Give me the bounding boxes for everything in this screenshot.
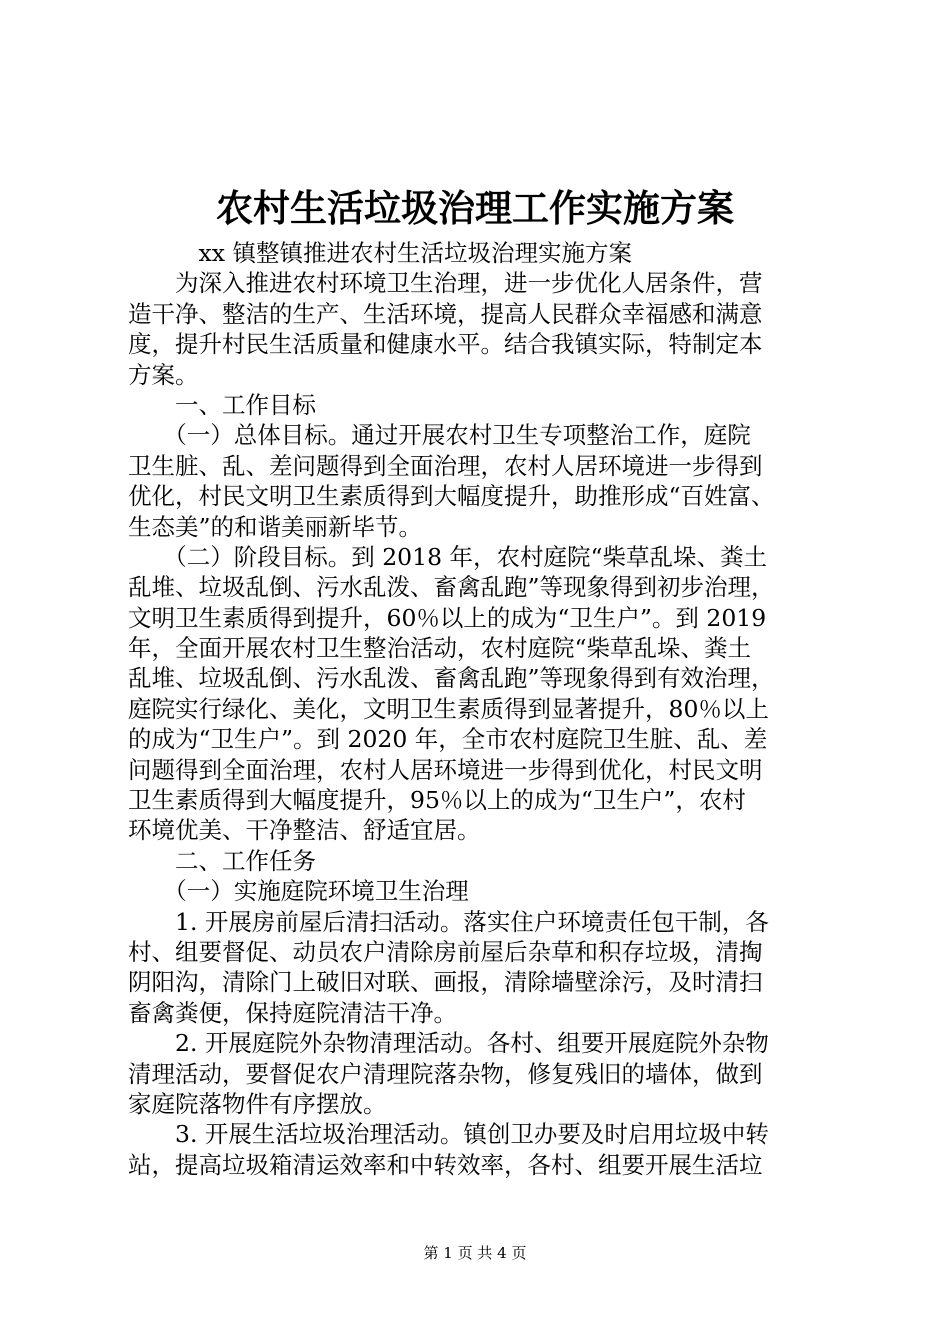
section-heading: 一、工作目标 bbox=[128, 390, 316, 419]
body-line: 卫生脏、乱、差问题得到全面治理，农村人居环境进一步得到 bbox=[128, 451, 763, 480]
body-line: （一）总体目标。通过开展农村卫生专项整治工作，庭院 bbox=[128, 421, 751, 450]
body-line: 阴阳沟，清除门上破旧对联、画报，清除墙壁涂污，及时清扫 bbox=[128, 968, 763, 997]
body-line: 2. 开展庭院外杂物清理活动。各村、组要开展庭院外杂物 bbox=[128, 1029, 769, 1058]
body-line: 度，提升村民生活质量和健康水平。结合我镇实际，特制定本 bbox=[128, 330, 763, 359]
body-line: 优化，村民文明卫生素质得到大幅度提升，助推形成“百姓富、 bbox=[128, 482, 775, 511]
body-line: （二）阶段目标。到 2018 年，农村庭院“柴草乱垛、粪土 bbox=[128, 542, 768, 571]
section-heading: 二、工作任务 bbox=[128, 846, 316, 875]
body-line: 环境优美、干净整洁、舒适宜居。 bbox=[128, 816, 481, 845]
body-line: 生态美”的和谐美丽新毕节。 bbox=[128, 512, 423, 541]
body-line: 家庭院落物件有序摆放。 bbox=[128, 1089, 387, 1118]
subsection-heading: （一）实施庭院环境卫生治理 bbox=[128, 877, 469, 906]
body-line: 畜禽粪便，保持庭院清洁干净。 bbox=[128, 998, 457, 1027]
body-line: 3. 开展生活垃圾治理活动。镇创卫办要及时启用垃圾中转 bbox=[128, 1120, 769, 1149]
body-line: 清理活动，要督促农户清理院落杂物，修复残旧的墙体，做到 bbox=[128, 1059, 763, 1088]
body-line: xx 镇整镇推进农村生活垃圾治理实施方案 bbox=[128, 239, 632, 267]
body-line: 的成为“卫生户”。到 2020 年，全市农村庭院卫生脏、乱、差 bbox=[128, 725, 768, 754]
body-line: 问题得到全面治理，农村人居环境进一步得到优化，村民文明 bbox=[128, 755, 763, 784]
body-line: 年，全面开展农村卫生整治活动，农村庭院“柴草乱垛、粪土 bbox=[128, 634, 752, 663]
body-line: 村、组要督促、动员农户清除房前屋后杂草和积存垃圾，清掏 bbox=[128, 937, 763, 966]
page-footer: 第 1 页 共 4 页 bbox=[423, 1244, 527, 1262]
body-line: 站，提高垃圾箱清运效率和中转效率，各村、组要开展生活垃 bbox=[128, 1150, 763, 1179]
body-line: 庭院实行绿化、美化，文明卫生素质得到显著提升，80％以上 bbox=[128, 694, 769, 723]
document-title: 农村生活垃圾治理工作实施方案 bbox=[216, 186, 734, 230]
body-line: 卫生素质得到大幅度提升，95％以上的成为“卫生户”，农村 bbox=[128, 786, 746, 815]
body-line: 1. 开展房前屋后清扫活动。落实住户环境责任包干制，各 bbox=[128, 907, 769, 936]
body-line: 造干净、整洁的生产、生活环境，提高人民群众幸福感和满意 bbox=[128, 299, 763, 328]
document-body bbox=[128, 238, 840, 1180]
body-line: 乱堆、垃圾乱倒、污水乱泼、畜禽乱跑”等现象得到有效治理， bbox=[128, 664, 775, 693]
body-line: 乱堆、垃圾乱倒、污水乱泼、畜禽乱跑”等现象得到初步治理， bbox=[128, 573, 775, 602]
body-line: 方案。 bbox=[128, 360, 199, 389]
body-line: 为深入推进农村环境卫生治理，进一步优化人居条件，营 bbox=[128, 269, 763, 298]
body-line: 文明卫生素质得到提升，60％以上的成为“卫生户”。到 2019 bbox=[128, 603, 767, 632]
